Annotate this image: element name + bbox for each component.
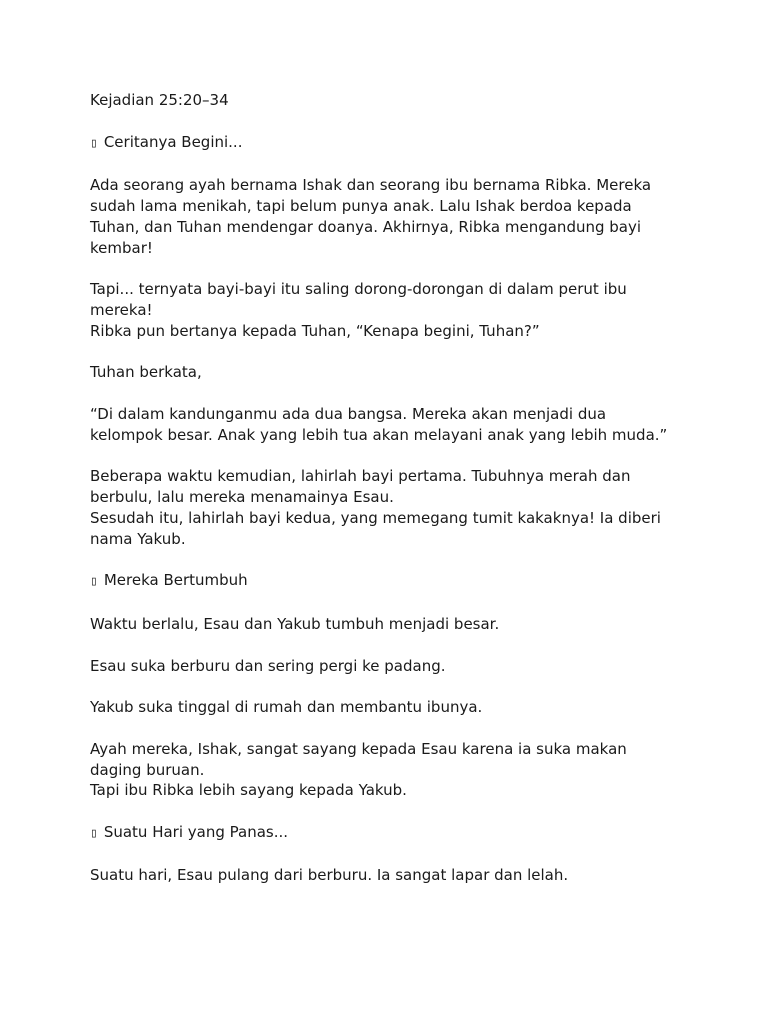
missing-glyph-icon: ▯ xyxy=(90,135,98,151)
paragraph-line: Esau suka berburu dan sering pergi ke padang. xyxy=(90,656,446,675)
paragraph xyxy=(90,656,678,677)
section-heading-text: Ceritanya Begini... xyxy=(103,132,243,151)
section-heading xyxy=(90,132,678,155)
paragraph-line: Tapi ibu Ribka lebih sayang kepada Yakub. xyxy=(90,781,407,800)
paragraph-line: Beberapa waktu kemudian, lahirlah bayi pertama. Tubuhnya merah dan berbulu, lalu mereka menamainya Esau. xyxy=(90,467,631,507)
missing-glyph-icon: ▯ xyxy=(90,574,98,590)
paragraph-line: Sesudah itu, lahirlah bayi kedua, yang memegang tumit kakaknya! Ia diberi nama Yakub. xyxy=(90,508,661,548)
section-heading-text: Mereka Bertumbuh xyxy=(103,571,248,590)
paragraph-line: Suatu hari, Esau pulang dari berburu. Ia sangat lapar dan lelah. xyxy=(90,866,569,885)
paragraph-line: Yakub suka tinggal di rumah dan membantu ibunya. xyxy=(90,698,483,717)
paragraph-line: “Di dalam kandunganmu ada dua bangsa. Mereka akan menjadi dua kelompok besar. Anak yang lebih tua akan melayani anak yang lebih muda.” xyxy=(90,404,668,444)
paragraph xyxy=(90,466,678,549)
paragraph xyxy=(90,614,678,635)
paragraph-line: Ribka pun bertanya kepada Tuhan, “Kenapa begini, Tuhan?” xyxy=(90,321,540,340)
paragraph-line: Waktu berlalu, Esau dan Yakub tumbuh menjadi besar. xyxy=(90,614,500,633)
paragraph-line: Tapi... ternyata bayi-bayi itu saling dorong-dorongan di dalam perut ibu mereka! xyxy=(90,280,627,319)
section-heading-text: Suatu Hari yang Panas... xyxy=(103,822,289,841)
section-heading xyxy=(90,822,678,845)
scripture-reference: Kejadian 25:20–34 xyxy=(90,91,229,109)
section-heading xyxy=(90,570,678,593)
paragraph-line: Tuhan berkata, xyxy=(90,363,202,382)
paragraph xyxy=(90,175,678,258)
paragraph xyxy=(90,404,678,446)
paragraph xyxy=(90,697,678,718)
paragraph xyxy=(90,279,678,341)
paragraph xyxy=(90,865,678,886)
paragraph-line: Ada seorang ayah bernama Ishak dan seorang ibu bernama Ribka. Mereka sudah lama menikah, tapi belum punya anak. Lalu Ishak berdoa kepada Tuhan, dan Tuhan mendengar doanya. Akhirnya, Ribka mengandung bayi kembar! xyxy=(90,176,652,257)
paragraph xyxy=(90,362,678,383)
missing-glyph-icon: ▯ xyxy=(90,825,98,841)
paragraph-line: Ayah mereka, Ishak, sangat sayang kepada Esau karena ia suka makan daging buruan. xyxy=(90,739,627,779)
paragraph xyxy=(90,739,678,801)
